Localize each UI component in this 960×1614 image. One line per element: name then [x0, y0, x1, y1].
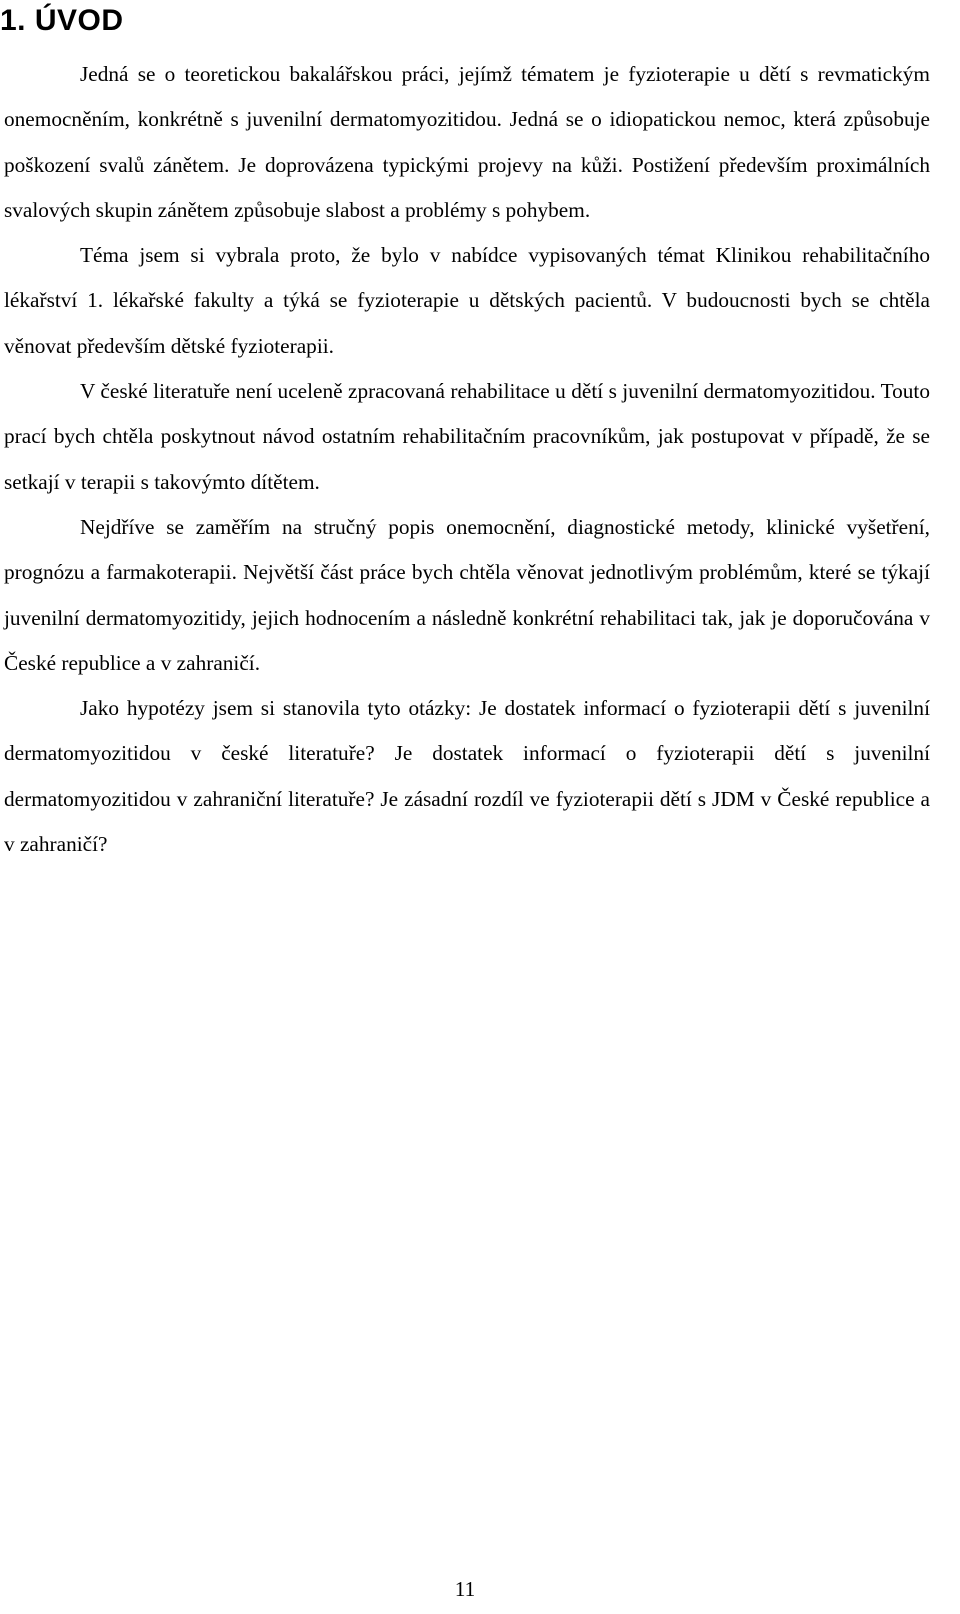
chapter-heading: 1. ÚVOD — [0, 4, 124, 37]
paragraph-intro: Jedná se o teoretickou bakalářskou práci, jejímž tématem je fyzioterapie u dětí s revmatickým onemocněním, konkrétně s juvenilní dermatomyozitidou. Jedná se o idiopatickou nemoc, která způsobuje poškození svalů zánětem. Je doprovázena typickými projevy na kůži. Postižení především proximálních svalových skupin zánětem způsobuje slabost a problémy s pohybem. — [4, 62, 930, 222]
paragraph-hypotheses: Jako hypotézy jsem si stanovila tyto otázky: Je dostatek informací o fyzioterapii dětí s juvenilní dermatomyozitidou v české literatuře? Je dostatek informací o fyzioterapii dětí s juvenilní dermatomyozitidou v zahraniční literatuře? Je zásadní rozdíl ve fyzioterapii dětí s JDM v České republice a v zahraničí? — [4, 696, 930, 857]
paragraph-structure: Nejdříve se zaměřím na stručný popis onemocnění, diagnostické metody, klinické vyšetření, prognózu a farmakoterapii. Největší část práce bych chtěla věnovat jednotlivým problémům, které se týkají juvenilní dermatomyozitidy, jejich hodnocením a následně konkrétní rehabilitaci tak, jak je doporučována v České republice a v zahraničí. — [4, 514, 930, 675]
page-number: 11 — [454, 1577, 476, 1601]
paragraph-literature-gap: V české literatuře není uceleně zpracovaná rehabilitace u dětí s juvenilní dermatomyozitidou. Touto prací bych chtěla poskytnout návod ostatním rehabilitačním pracovníkům, jak postupovat v případě, že se setkají v terapii s takovýmto dítětem. — [4, 379, 930, 494]
paragraph-topic-choice: Téma jsem si vybrala proto, že bylo v nabídce vypisovaných témat Klinikou rehabilitačního lékařství 1. lékařské fakulty a týká se fyzioterapie u dětských pacientů. V budoucnosti bych se chtěla věnovat především dětské fyzioterapii. — [4, 243, 930, 358]
body-text — [4, 52, 930, 867]
